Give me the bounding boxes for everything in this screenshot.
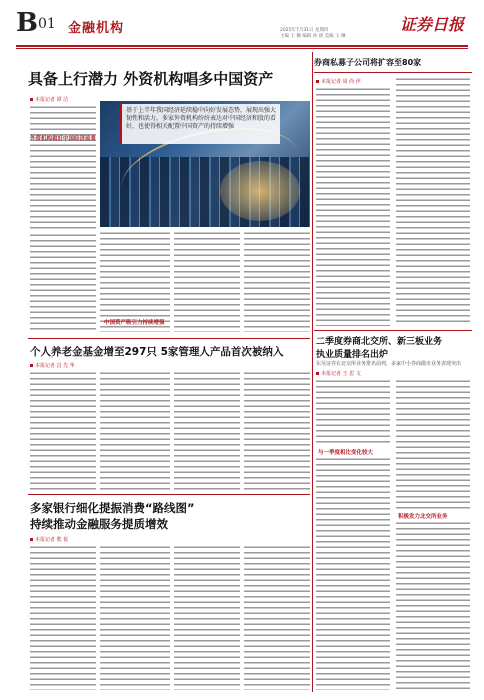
- main-subhead-1: 外资机构看好中国经济前景: [30, 136, 97, 142]
- photo-caption: 基于上半年我国经济延续稳中向好发展态势，展现出强大韧性和活力，多家外资机构纷纷表达对中国经济和股的看好，也使得相关配置中国资产的持续增强: [120, 104, 280, 144]
- side2-text-col2-top: [396, 378, 470, 510]
- main-headline: 具备上行潜力 外资机构唱多中国资产: [28, 70, 274, 88]
- main-text-col4: [244, 230, 310, 332]
- main-author: 本报记者 谭 洁: [30, 96, 68, 103]
- banks-text-col4: [244, 544, 310, 690]
- side-subhead-b: 积极发力北交所业务: [398, 514, 448, 520]
- banks-text-col1: [30, 544, 96, 690]
- main-subhead-2: 中国资产吸引力持续增强: [104, 320, 165, 326]
- pension-headline: 个人养老金基金增至297只 5家管理人产品首次被纳入: [30, 346, 284, 358]
- newspaper-logo: 证券日报: [399, 15, 464, 34]
- banks-author: 本报记者 熊 悦: [30, 536, 68, 543]
- pension-text-col3: [174, 370, 240, 490]
- section-letter: B: [16, 8, 38, 38]
- side-deck-2: 东吴证券在北交所业务排名前列，多家中小券商做市业务表现突出: [316, 361, 462, 367]
- side2-text-col2-bottom: [396, 520, 470, 690]
- side-text-col2: [396, 76, 470, 326]
- pension-text-col1: [30, 370, 96, 490]
- column-divider: [312, 52, 313, 692]
- header-rule-thin: [16, 48, 468, 49]
- header-date: 2025年7月31日 星期四: [280, 28, 329, 33]
- section-name: 金融机构: [68, 21, 125, 36]
- pension-rule: [28, 338, 310, 339]
- side-headline-2: 二季度券商北交所、新三板业务: [316, 337, 443, 347]
- header-rule: [16, 45, 468, 47]
- banks-headline-1: 多家银行细化提振消费“路线图”: [30, 501, 195, 515]
- side-headline: 券商私募子公司将扩容至80家: [314, 58, 422, 67]
- main-text-col3: [174, 230, 240, 332]
- header-meta: [280, 28, 410, 40]
- banks-rule: [28, 494, 310, 495]
- side2-text-col1-bottom: [316, 456, 390, 690]
- side-subline-2: 执业质量排名出炉: [316, 350, 389, 360]
- side-subhead-a: 与一季度相比变化较大: [318, 450, 374, 456]
- main-text-col1-bottom: [30, 232, 96, 332]
- pension-text-col2: [100, 370, 170, 490]
- side-rule-2: [314, 330, 472, 331]
- side-rule: [314, 72, 472, 73]
- pension-text-col4: [244, 370, 310, 490]
- banks-headline-2: 持续推动金融服务提质增效: [30, 517, 168, 531]
- side-author-2: 本报记者 王 思 文: [316, 370, 361, 377]
- banks-text-col3: [174, 544, 240, 690]
- side-author: 本报记者 周 尚 伊: [316, 78, 361, 85]
- main-text-col1-cont: [30, 142, 96, 232]
- page-header: [0, 0, 484, 46]
- banks-text-col2: [100, 544, 170, 690]
- header-editors: 主编 王 璐 编辑 孙 倩 美编 王 琳: [280, 34, 346, 39]
- pension-author: 本报记者 昌 先 华: [30, 362, 75, 369]
- side-text-col1: [316, 86, 390, 326]
- side2-text-col1-top: [316, 378, 390, 446]
- section-number: 01: [38, 16, 56, 32]
- main-text-col2: [100, 230, 170, 332]
